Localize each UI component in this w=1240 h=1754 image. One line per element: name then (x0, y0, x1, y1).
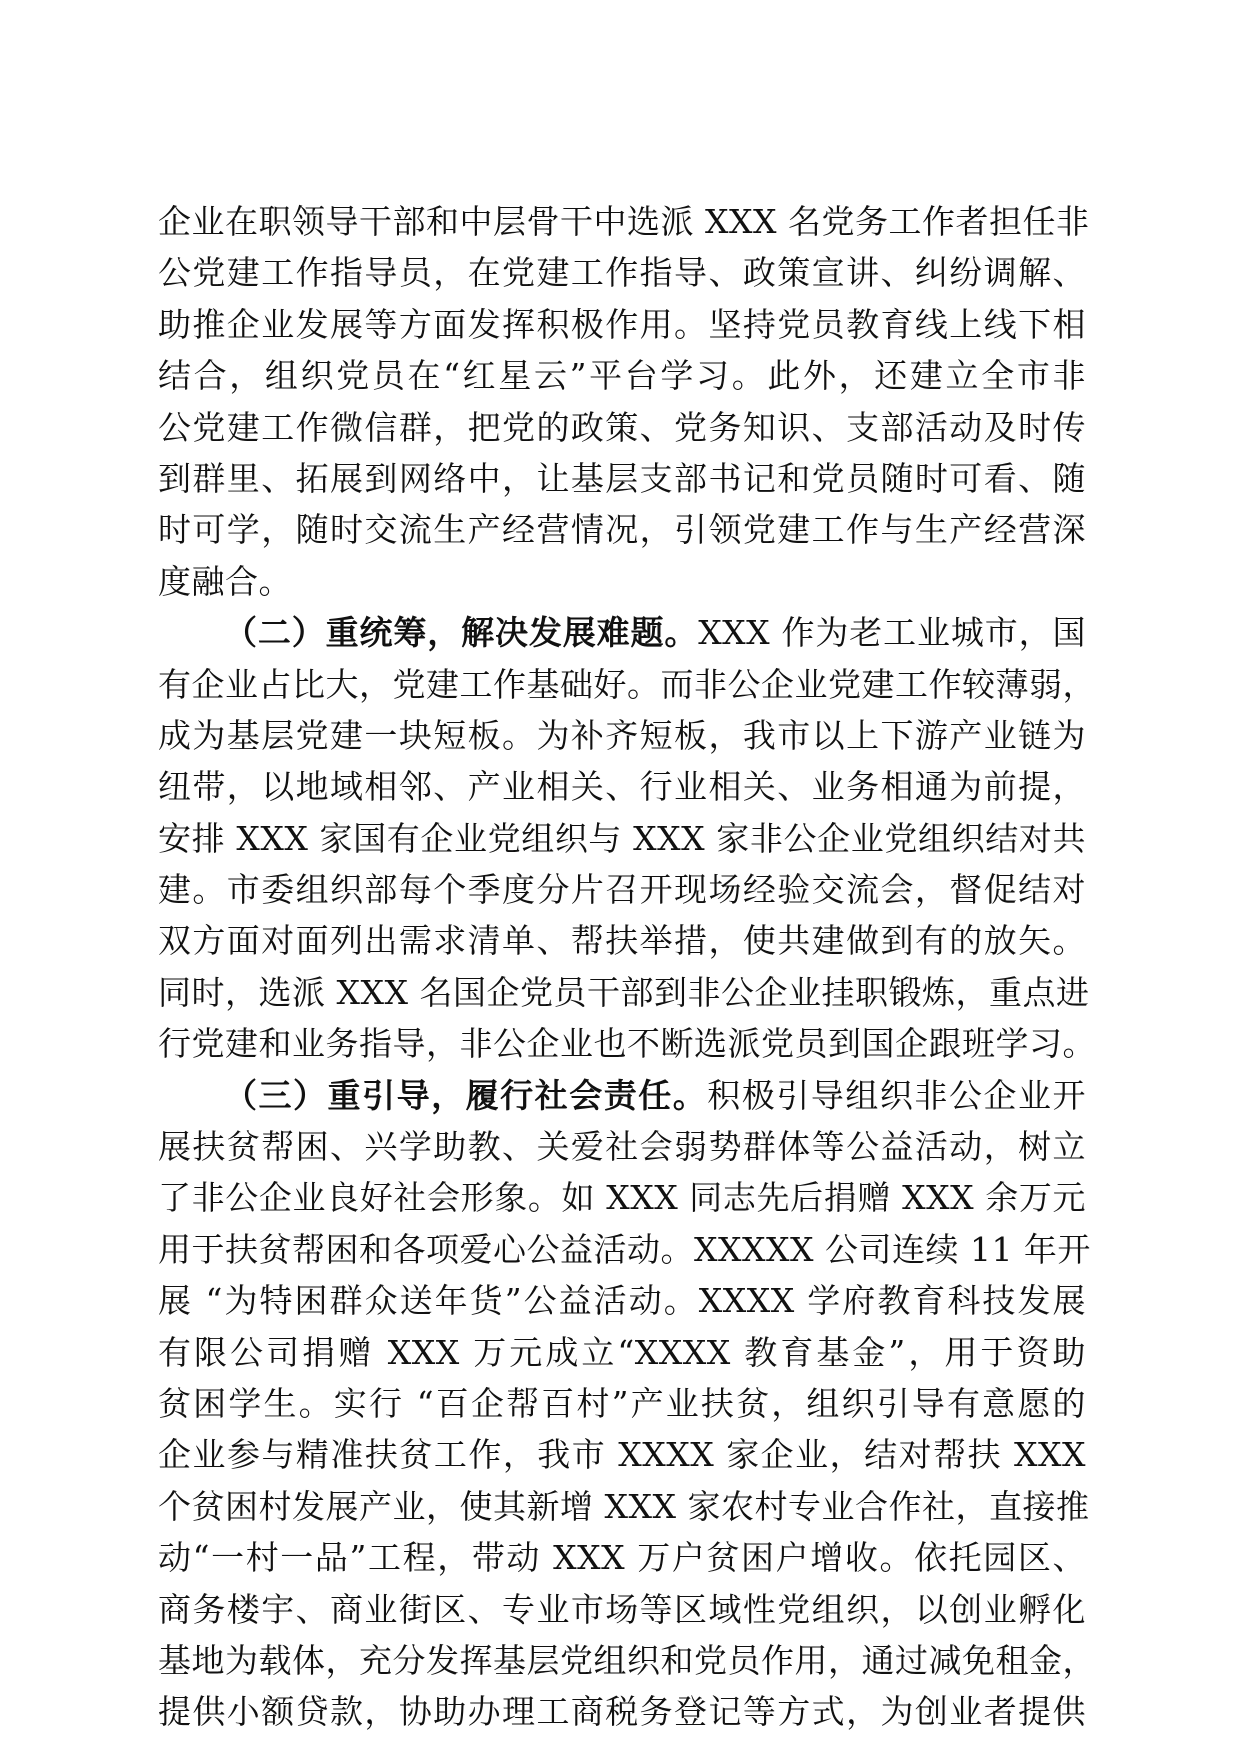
text-line: 纽带，以地域相邻、产业相关、行业相关、业务相通为前提， (158, 767, 1086, 807)
document-page (158, 196, 1096, 1738)
text-line: 展扶贫帮困、兴学助教、关爱社会弱势群体等公益活动，树立 (158, 1127, 1086, 1167)
text-line: 个贫困村发展产业，使其新增 XXX 家农村专业合作社，直接推 (158, 1486, 1090, 1526)
section-heading: （三）重引导，履行社会责任。 (224, 1075, 708, 1115)
text-run: 积极引导组织非公企业开 (707, 1075, 1087, 1115)
text-line: 用于扶贫帮困和各项爱心公益活动。XXXXX 公司连续 11 年开 (158, 1229, 1091, 1269)
text-line: 了非公企业良好社会形象。如 XXX 同志先后捐赠 XXX 余万元 (158, 1178, 1086, 1218)
text-line: 企业参与精准扶贫工作，我市 XXXX 家企业，结对帮扶 XXX (158, 1435, 1086, 1475)
text-line: 结合，组织党员在“红星云”平台学习。此外，还建立全市非 (158, 356, 1086, 396)
text-line: 商务楼宇、商业街区、专业市场等区域性党组织，以创业孵化 (158, 1589, 1086, 1629)
section-heading: （二）重统筹，解决发展难题。 (224, 613, 699, 653)
text-line: 同时，选派 XXX 名国企党员干部到非公企业挂职锻炼，重点进 (158, 972, 1090, 1012)
text-line: 安排 XXX 家国有企业党组织与 XXX 家非公企业党组织结对共 (158, 818, 1086, 858)
text-line: 建。市委组织部每个季度分片召开现场经验交流会，督促结对 (158, 870, 1086, 910)
text-line: 有限公司捐赠 XXX 万元成立“XXXX 教育基金”，用于资助 (158, 1332, 1086, 1372)
text-line: 到群里、拓展到网络中，让基层支部书记和党员随时可看、随 (158, 458, 1086, 498)
text-line: 公党建工作指导员，在党建工作指导、政策宣讲、纠纷调解、 (158, 253, 1086, 293)
text-line: 公党建工作微信群，把党的政策、党务知识、支部活动及时传 (158, 407, 1086, 447)
text-line: 展 “为特困群众送年货”公益活动。XXXX 学府教育科技发展 (158, 1281, 1086, 1321)
text-line: 提供小额贷款，协助办理工商税务登记等方式，为创业者提供 (158, 1692, 1086, 1732)
text-line: 企业在职领导干部和中层骨干中选派 XXX 名党务工作者担任非 (158, 202, 1090, 241)
text-line: 度融合。 (158, 561, 292, 601)
text-line: 基地为载体，充分发挥基层党组织和党员作用，通过减免租金， (158, 1640, 1096, 1680)
paragraph-3 (158, 1070, 1096, 1738)
paragraph-first-line (158, 1070, 1086, 1121)
text-run: XXX 作为老工业城市，国 (698, 613, 1086, 653)
paragraph-1 (158, 196, 1090, 607)
text-line: 有企业占比大，党建工作基础好。而非公企业党建工作较薄弱， (158, 664, 1096, 704)
paragraph-first-line (158, 607, 1086, 658)
text-line: 动“一村一品”工程，带动 XXX 万户贫困户增收。依托园区、 (158, 1538, 1086, 1578)
text-line: 成为基层党建一块短板。为补齐短板，我市以上下游产业链为 (158, 715, 1086, 755)
text-line: 贫困学生。实行 “百企帮百村”产业扶贫，组织引导有意愿的 (158, 1383, 1086, 1423)
paragraph-2 (158, 607, 1096, 1070)
text-line: 双方面对面列出需求清单、帮扶举措，使共建做到有的放矢。 (158, 921, 1086, 961)
text-line: 时可学，随时交流生产经营情况，引领党建工作与生产经营深 (158, 510, 1086, 550)
text-line: 助推企业发展等方面发挥积极作用。坚持党员教育线上线下相 (158, 304, 1086, 344)
text-line: 行党建和业务指导，非公企业也不断选派党员到国企跟班学习。 (158, 1024, 1096, 1064)
